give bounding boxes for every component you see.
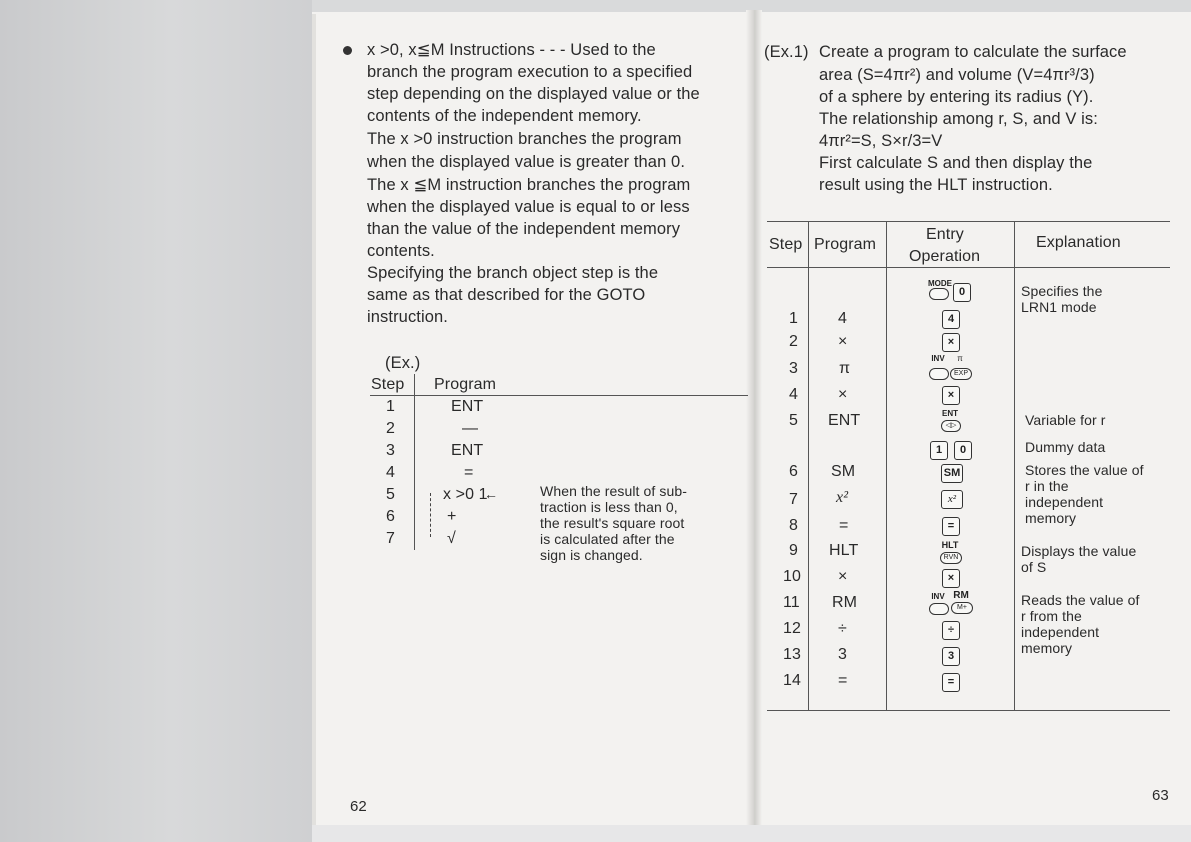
step-header: Step [371,376,405,393]
note-line: traction is less than 0, [540,499,678,515]
text-line: Create a program to calculate the surface [819,43,1127,61]
book-gutter [746,10,762,828]
explanation-line: Variable for r [1025,412,1106,428]
step-cell: 5 [789,412,798,429]
step-cell: 10 [783,568,801,585]
program-cell: 3 [838,646,847,663]
explanation-line: Displays the value [1021,543,1137,559]
page-number-right: 63 [1152,787,1169,804]
zero-key: 0 [954,441,972,460]
step-cell: 12 [783,620,801,637]
text-line: step depending on the displayed value or the [367,85,700,103]
step-cell: 4 [789,386,798,403]
pi-key-label: π [957,354,963,363]
text-line: 4πr²=S, S×r/3=V [819,132,943,150]
multiply-key: × [942,386,960,405]
explanation-header: Explanation [1036,234,1121,251]
text-line: branch the program execution to a specified [367,63,693,81]
step-cell: 6 [386,508,395,525]
text-line: contents. [367,242,435,260]
text-line: x >0, x≦M Instructions - - - Used to the [367,41,656,59]
text-line: contents of the independent memory. [367,107,642,125]
text-line: The relationship among r, S, and V is: [819,110,1098,128]
text-line: result using the HLT instruction. [819,176,1053,194]
explanation-line: of S [1021,559,1047,575]
program-cell: × [838,568,848,585]
equals-key: = [942,517,960,536]
example-label: (Ex.) [385,354,421,372]
text-line: of a sphere by entering its radius (Y). [819,88,1094,106]
sm-key: SM [941,464,963,483]
table-column-rule [1014,221,1015,710]
program-cell: π [839,360,851,377]
explanation-line: Reads the value of [1021,592,1140,608]
program-header: Program [434,376,497,393]
explanation-line: r in the [1025,478,1069,494]
text-line: area (S=4πr²) and volume (V=4πr³/3) [819,66,1095,84]
program-cell: × [838,333,848,350]
explanation-line: r from the [1021,608,1082,624]
rvn-key: RVN [940,552,962,564]
step-cell: 7 [789,491,798,508]
step-cell: 7 [386,530,395,547]
rm-key-label: RM [953,590,969,601]
multiply-key: × [942,569,960,588]
program-cell: √ [447,530,456,547]
note-line: is calculated after the [540,531,675,547]
exp-key: EXP [950,368,972,380]
note-line: the result's square root [540,515,685,531]
program-cell: ENT [451,442,484,459]
step-cell: 9 [789,542,798,559]
step-cell: 6 [789,463,798,480]
three-key: 3 [942,647,960,666]
table-header-rule [370,395,748,396]
program-cell: × [838,386,848,403]
explanation-line: Specifies the [1021,283,1103,299]
zero-key: 0 [953,283,971,302]
step-cell: 3 [789,360,798,377]
mplus-key: M+ [951,602,973,614]
program-cell: x² [836,489,849,506]
note-line: When the result of sub- [540,483,688,499]
step-cell: 14 [783,672,801,689]
text-line: same as that described for the GOTO [367,286,646,304]
page-edge [312,14,316,826]
divide-key: ÷ [942,621,960,640]
program-cell: ÷ [838,620,847,637]
text-line: than the value of the independent memory [367,220,681,238]
step-cell: 2 [789,333,798,350]
explanation-line: independent [1025,494,1104,510]
table-column-rule [808,221,809,710]
text-line: when the displayed value is greater than 0. [367,153,686,171]
square-key: x² [941,490,963,509]
explanation-line: independent [1021,624,1100,640]
explanation-line: Dummy data [1025,439,1106,455]
explanation-line: memory [1025,510,1077,526]
arrow-left-icon: ← [484,486,498,502]
inv-key-label: INV [931,592,945,601]
text-line: The x >0 instruction branches the program [367,130,682,148]
mode-key-label: MODE [928,279,952,288]
example-label: (Ex.1) [764,43,809,61]
step-cell: 2 [386,420,395,437]
hlt-key-label: HLT [941,540,959,550]
program-cell: = [838,672,848,689]
step-cell: 1 [386,398,395,415]
table-bottom-rule [767,710,1170,711]
inv-key-label: INV [931,354,945,363]
text-line: instruction. [367,308,448,326]
ent-key-label: ENT [942,409,958,418]
text-line: when the displayed value is equal to or less [367,198,690,216]
desk-background [0,0,312,842]
inv-key [929,368,949,380]
explanation-line: memory [1021,640,1073,656]
program-cell: HLT [829,542,859,559]
step-cell: 11 [783,594,800,611]
step-cell: 4 [386,464,395,481]
note-line: sign is changed. [540,547,643,563]
program-cell: ENT [451,398,484,415]
multiply-key: × [942,333,960,352]
program-cell: RM [832,594,858,611]
program-cell: = [839,517,849,534]
step-cell: 1 [789,310,798,327]
table-column-rule [414,374,415,550]
branch-bracket [430,493,439,537]
program-header: Program [814,236,877,253]
four-key: 4 [942,310,960,329]
page-number-left: 62 [350,798,367,815]
mode-key [929,288,949,300]
step-cell: 8 [789,517,798,534]
one-key: 1 [930,441,948,460]
explanation-line: LRN1 mode [1021,299,1097,315]
equals-key: = [942,673,960,692]
entry-header: Operation [909,248,981,265]
text-line: Specifying the branch object step is the [367,264,659,282]
table-top-rule [767,221,1170,222]
program-cell: 4 [838,310,847,327]
desk-bottom [312,825,1191,842]
program-cell: x >0 1 [443,486,488,503]
inv-key [929,603,949,615]
program-cell: — [462,420,479,437]
entry-header: Entry [926,226,964,243]
step-header: Step [769,236,803,253]
bullet-icon [343,46,352,55]
program-cell: + [447,508,457,525]
table-column-rule [886,221,887,710]
program-cell: SM [831,463,856,480]
step-cell: 3 [386,442,395,459]
ent-key: ◁▷ [941,420,961,432]
step-cell: 13 [783,646,801,663]
text-line: The x ≦M instruction branches the program [367,176,691,194]
program-cell: = [464,464,474,481]
explanation-line: Stores the value of [1025,462,1144,478]
program-cell: ENT [828,412,861,429]
step-cell: 5 [386,486,395,503]
text-line: First calculate S and then display the [819,154,1093,172]
